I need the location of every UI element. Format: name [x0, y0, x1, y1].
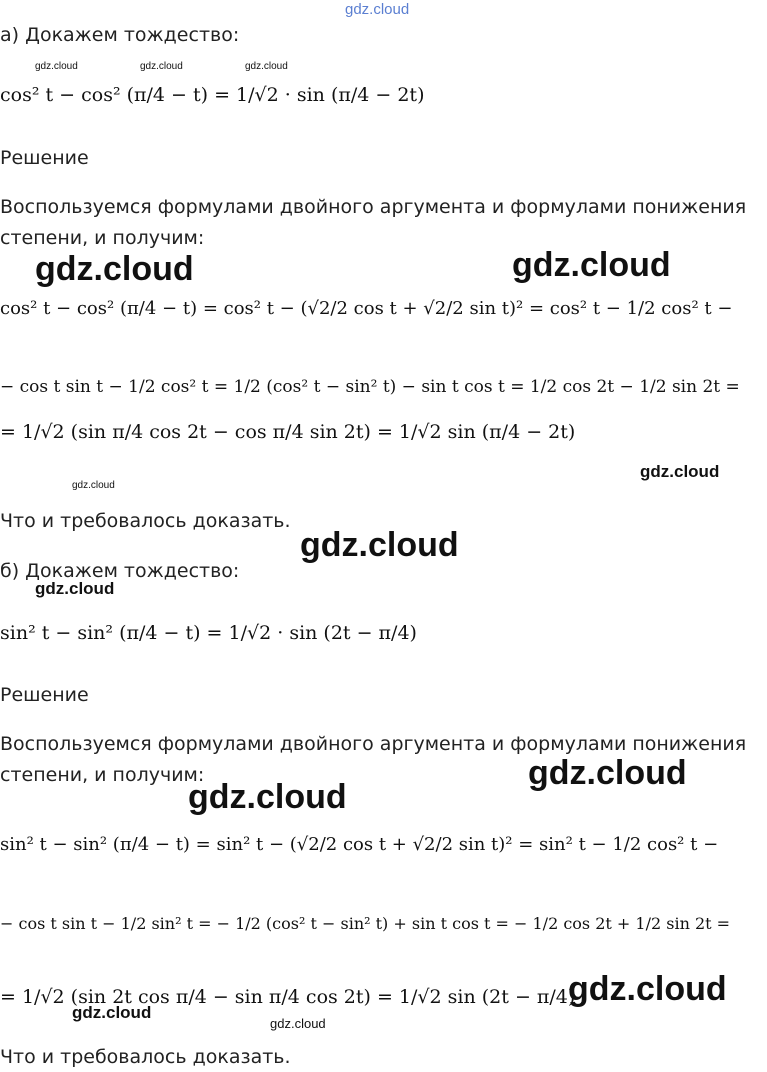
- watermark-big: gdz.cloud: [300, 526, 459, 564]
- part-b-conclusion: Что и требовалось доказать.: [0, 1046, 291, 1068]
- watermark-small: gdz.cloud: [140, 61, 183, 72]
- watermark-big: gdz.cloud: [35, 250, 194, 288]
- part-a-step-2: − cos t sin t − 1/2 cos² t = 1/2 (cos² t − sin² t) − sin t cos t = 1/2 cos 2t − 1/2 sin 2t =: [0, 377, 740, 397]
- part-b-solution-label: Решение: [0, 684, 89, 706]
- watermark-small: gdz.cloud: [35, 61, 78, 72]
- part-b-step-3: = 1/√2 (sin 2t cos π/4 − sin π/4 cos 2t) = 1/√2 sin (2t − π/4): [0, 986, 576, 1008]
- watermark-mid: gdz.cloud: [640, 462, 720, 481]
- watermark-big: gdz.cloud: [568, 970, 727, 1008]
- part-b-identity: sin² t − sin² (π/4 − t) = 1/√2 · sin (2t − π/4): [0, 622, 417, 644]
- watermark-big: gdz.cloud: [528, 754, 687, 792]
- part-a-intro: Воспользуемся формулами двойного аргумента и формулами понижения степени, и получим:: [0, 196, 747, 249]
- part-a-identity: cos² t − cos² (π/4 − t) = 1/√2 · sin (π/4 − 2t): [0, 84, 425, 106]
- part-b-step-1: sin² t − sin² (π/4 − t) = sin² t − (√2/2 cos t + √2/2 sin t)² = sin² t − 1/2 cos² t −: [0, 834, 719, 855]
- watermark-big: gdz.cloud: [188, 778, 347, 816]
- part-b-heading: б) Докажем тождество:: [0, 560, 240, 582]
- watermark-small: gdz.cloud: [245, 61, 288, 72]
- part-b-step-2: − cos t sin t − 1/2 sin² t = − 1/2 (cos² t − sin² t) + sin t cos t = − 1/2 cos 2t + 1/2 sin 2t =: [0, 914, 731, 933]
- watermark-top: gdz.cloud: [345, 1, 410, 18]
- watermark-mid: gdz.cloud: [72, 1003, 152, 1022]
- watermark-big: gdz.cloud: [512, 246, 671, 284]
- part-a-heading: а) Докажем тождество:: [0, 24, 240, 46]
- part-a-step-1: cos² t − cos² (π/4 − t) = cos² t − (√2/2 cos t + √2/2 sin t)² = cos² t − 1/2 cos² t −: [0, 298, 733, 319]
- part-b-intro: Воспользуемся формулами двойного аргумента и формулами понижения степени, и получим:: [0, 733, 747, 786]
- watermark-mid: gdz.cloud: [35, 579, 115, 598]
- part-a-solution-label: Решение: [0, 147, 89, 169]
- part-a-conclusion: Что и требовалось доказать.: [0, 510, 291, 532]
- watermark-small: gdz.cloud: [72, 480, 115, 491]
- watermark-small: gdz.cloud: [270, 1016, 326, 1031]
- part-a-step-3: = 1/√2 (sin π/4 cos 2t − cos π/4 sin 2t) = 1/√2 sin (π/4 − 2t): [0, 421, 576, 443]
